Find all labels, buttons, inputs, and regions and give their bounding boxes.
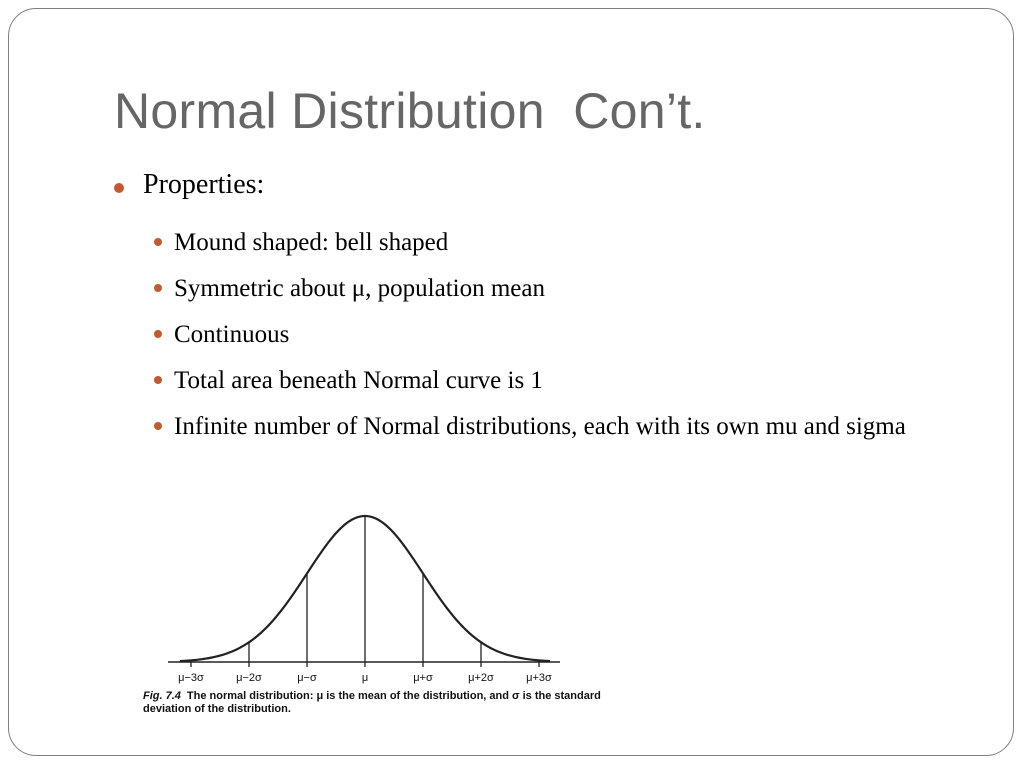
sub-bullet-text: Total area beneath Normal curve is 1 [174, 367, 543, 394]
normal-curve-svg [168, 495, 588, 695]
bullet-dot-icon [154, 330, 162, 338]
caption-text: The normal distribution: μ is the mean of the distribution, and σ is the standard deviation of the distribution. [143, 690, 601, 715]
slide-title: Normal Distribution Con’t. [114, 83, 706, 139]
tick-label: μ [361, 672, 369, 684]
tick-label: μ−σ [297, 672, 317, 684]
bullet-label: Properties: [143, 169, 265, 200]
figure-caption [143, 690, 603, 716]
sub-bullet-item [152, 360, 972, 402]
tick-label: μ−2σ [236, 672, 262, 684]
sub-bullet-item [152, 268, 972, 310]
sub-bullet-text: Symmetric about μ, population mean [174, 275, 545, 302]
sub-bullet-item [152, 222, 972, 264]
sub-bullet-text: Continuous [174, 321, 290, 348]
bullet-dot-icon [154, 284, 162, 292]
caption-number: Fig. 7.4 [143, 690, 181, 702]
sub-bullet-list [152, 222, 972, 452]
tick-label: μ−3σ [178, 672, 204, 684]
sub-bullet-text: Mound shaped: bell shaped [174, 229, 449, 256]
bullet-dot-icon [154, 376, 162, 384]
sub-bullet-item [152, 314, 972, 356]
bullet-dot-icon [154, 422, 162, 430]
tick-label: μ+3σ [526, 672, 552, 684]
tick-label: μ+2σ [468, 672, 494, 684]
tick-label: μ+σ [413, 672, 433, 684]
bullet-dot-icon [154, 238, 162, 246]
sub-bullet-item [152, 406, 972, 448]
bullet-dot-icon [114, 183, 124, 193]
sub-bullet-text: Infinite number of Normal distributions, each with its own mu and sigma [174, 413, 906, 440]
